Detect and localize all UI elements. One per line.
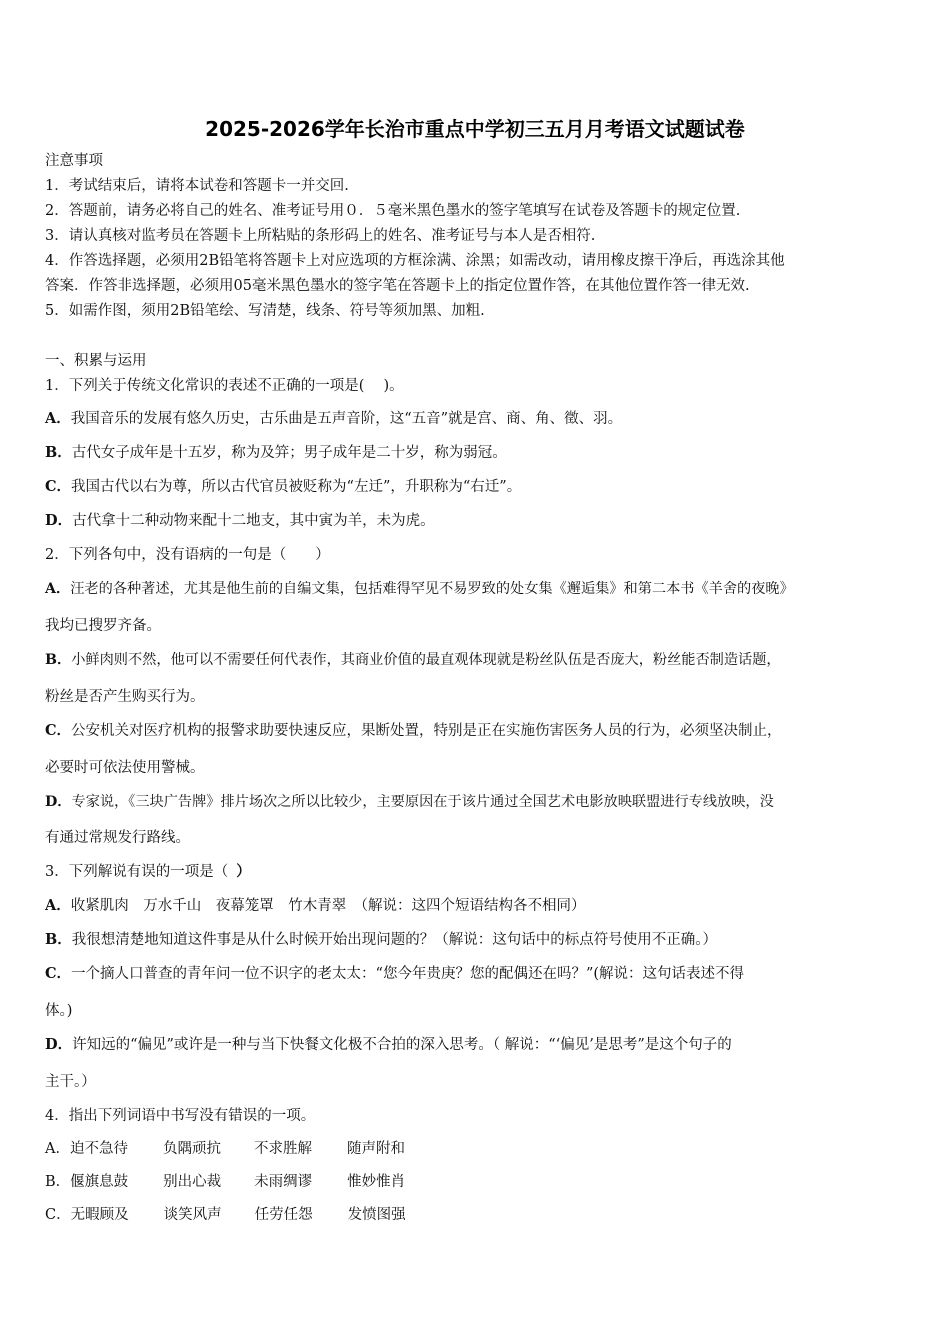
option-letter: B． xyxy=(45,652,72,668)
stem-text: 3．下列解说有误的一项是（ xyxy=(45,864,229,880)
option-continuation: 粉丝是否产生购买行为。 xyxy=(45,689,205,705)
option-continuation: 主干。） xyxy=(45,1074,96,1090)
notice-item: 5．如需作图，须用2B铅笔绘、写清楚，线条、符号等须加黑、加粗. xyxy=(45,303,485,319)
question-3-stem xyxy=(45,862,251,882)
option-text: 我国音乐的发展有悠久历史，古乐曲是五声音阶，这“五音”就是宫、商、角、徵、羽。 xyxy=(70,411,623,427)
word: 随声附和 xyxy=(346,1141,405,1157)
option-letter: D． xyxy=(45,512,73,529)
option-letter: B． xyxy=(45,931,72,948)
word: 惟妙惟肖 xyxy=(347,1174,406,1190)
question-2-option-b xyxy=(45,650,781,670)
question-2-option-c xyxy=(45,721,782,741)
notice-heading: 注意事项 xyxy=(45,153,103,169)
option-letter: D． xyxy=(45,1036,73,1053)
option-text: 汪老的各种著述，尤其是他生前的自编文集，包括难得罕见不易罗致的处女集《邂逅集》和第二本书《羊舍的夜晚》 xyxy=(70,581,794,597)
word: 迫不急待 xyxy=(69,1141,128,1157)
notice-item: 2．答题前，请务必将自己的姓名、准考证号用０．５毫米黑色墨水的签字笔填写在试卷及答题卡的规定位置. xyxy=(45,203,741,219)
word: 未雨绸谬 xyxy=(254,1174,313,1190)
option-continuation: 必要时可依法使用警械。 xyxy=(45,760,205,776)
question-2-stem: 2．下列各句中，没有语病的一句是（ ） xyxy=(45,547,330,563)
option-letter: A． xyxy=(45,410,71,427)
option-text: 专家说，《三块广告牌》排片场次之所以比较少，主要原因在于该片通过全国艺术电影放映联盟进行专线放映，没 xyxy=(71,794,774,810)
option-continuation: 体。) xyxy=(45,1003,73,1019)
word: 发愤图强 xyxy=(347,1207,406,1223)
question-3-option-c xyxy=(45,964,744,984)
question-1-option-c xyxy=(45,477,521,497)
word: 无暇顾及 xyxy=(70,1207,129,1223)
word: 谈笑风声 xyxy=(163,1207,222,1223)
question-4-option-a xyxy=(45,1139,405,1159)
option-continuation: 有通过常规发行路线。 xyxy=(45,830,190,846)
option-continuation: 我均已搜罗齐备。 xyxy=(45,618,161,634)
option-letter: A． xyxy=(45,897,71,914)
option-letter: C． xyxy=(45,1207,71,1223)
notice-item: 1．考试结束后，请将本试卷和答题卡一并交回. xyxy=(45,178,349,194)
option-letter: D． xyxy=(45,794,72,810)
word: 任劳任怨 xyxy=(254,1207,313,1223)
question-1-stem: 1．下列关于传统文化常识的表述不正确的一项是( )。 xyxy=(45,378,404,394)
word: 偃旗息鼓 xyxy=(70,1174,129,1190)
option-text: 许知远的“偏见”或许是一种与当下快餐文化极不合拍的深入思考。（ 解说：“‘偏见’是思考”是这个句子的 xyxy=(72,1037,732,1053)
option-text: 我很想清楚地知道这件事是从什么时候开始出现问题的？（解说：这句话中的标点符号使用不正确。） xyxy=(71,932,718,948)
option-letter: A． xyxy=(45,581,71,597)
question-2-option-d xyxy=(45,792,774,812)
question-1-option-d xyxy=(45,511,435,531)
question-1-option-b xyxy=(45,443,507,463)
section-heading: 一、积累与运用 xyxy=(45,353,147,369)
stem-close: ） xyxy=(236,863,251,880)
notice-item: 3．请认真核对监考员在答题卡上所粘贴的条形码上的姓名、准考证号与本人是否相符. xyxy=(45,228,596,244)
option-letter: C． xyxy=(45,478,72,495)
question-3-option-b xyxy=(45,930,717,950)
option-letter: B． xyxy=(45,444,72,461)
word: 别出心裁 xyxy=(163,1174,222,1190)
question-4-option-b xyxy=(45,1172,405,1192)
question-4-option-c xyxy=(45,1205,406,1225)
question-4-stem: 4．指出下列词语中书写没有错误的一项。 xyxy=(45,1108,316,1124)
question-3-option-a xyxy=(45,896,586,916)
option-text: 收紧肌肉 万水千山 夜幕笼罩 竹木青翠 （解说：这四个短语结构各不相同） xyxy=(70,898,586,914)
option-text: 一个摘人口普查的青年问一位不识字的老太太：“您今年贵庚？您的配偶还在吗？”(解说：这句话表述不得 xyxy=(71,966,745,982)
word: 负隅顽抗 xyxy=(162,1141,221,1157)
option-letter: B． xyxy=(45,1174,71,1190)
option-text: 小鲜肉则不然，他可以不需要任何代表作，其商业价值的最直观体现就是粉丝队伍是否庞大，粉丝能否制造话题， xyxy=(71,652,781,668)
option-letter: C． xyxy=(45,722,72,739)
page-title: 2025-2026学年长治市重点中学初三五月月考语文试题试卷 xyxy=(205,117,745,141)
notice-item: 答案．作答非选择题，必须用05毫米黑色墨水的签字笔在答题卡上的指定位置作答，在其他位置作答一律无效. xyxy=(45,278,750,294)
option-text: 古代拿十二种动物来配十二地支，其中寅为羊，未为虎。 xyxy=(72,513,435,529)
option-text: 我国古代以右为尊，所以古代官员被贬称为“左迁”，升职称为“右迁”。 xyxy=(71,479,522,495)
question-3-option-d xyxy=(45,1035,732,1055)
option-letter: A． xyxy=(45,1141,70,1157)
option-text: 公安机关对医疗机构的报警求助要快速反应，果断处置，特别是正在实施伤害医务人员的行为，必须坚决制止， xyxy=(71,723,782,739)
question-2-option-a xyxy=(45,579,794,599)
word: 不求胜解 xyxy=(253,1141,312,1157)
option-letter: C． xyxy=(45,965,72,982)
question-1-option-a xyxy=(45,409,622,429)
notice-item: 4．作答选择题，必须用2B铅笔将答题卡上对应选项的方框涂满、涂黑；如需改动，请用橡皮擦干净后，再选涂其他 xyxy=(45,253,785,269)
option-text: 古代女子成年是十五岁，称为及笄；男子成年是二十岁，称为弱冠。 xyxy=(71,445,507,461)
